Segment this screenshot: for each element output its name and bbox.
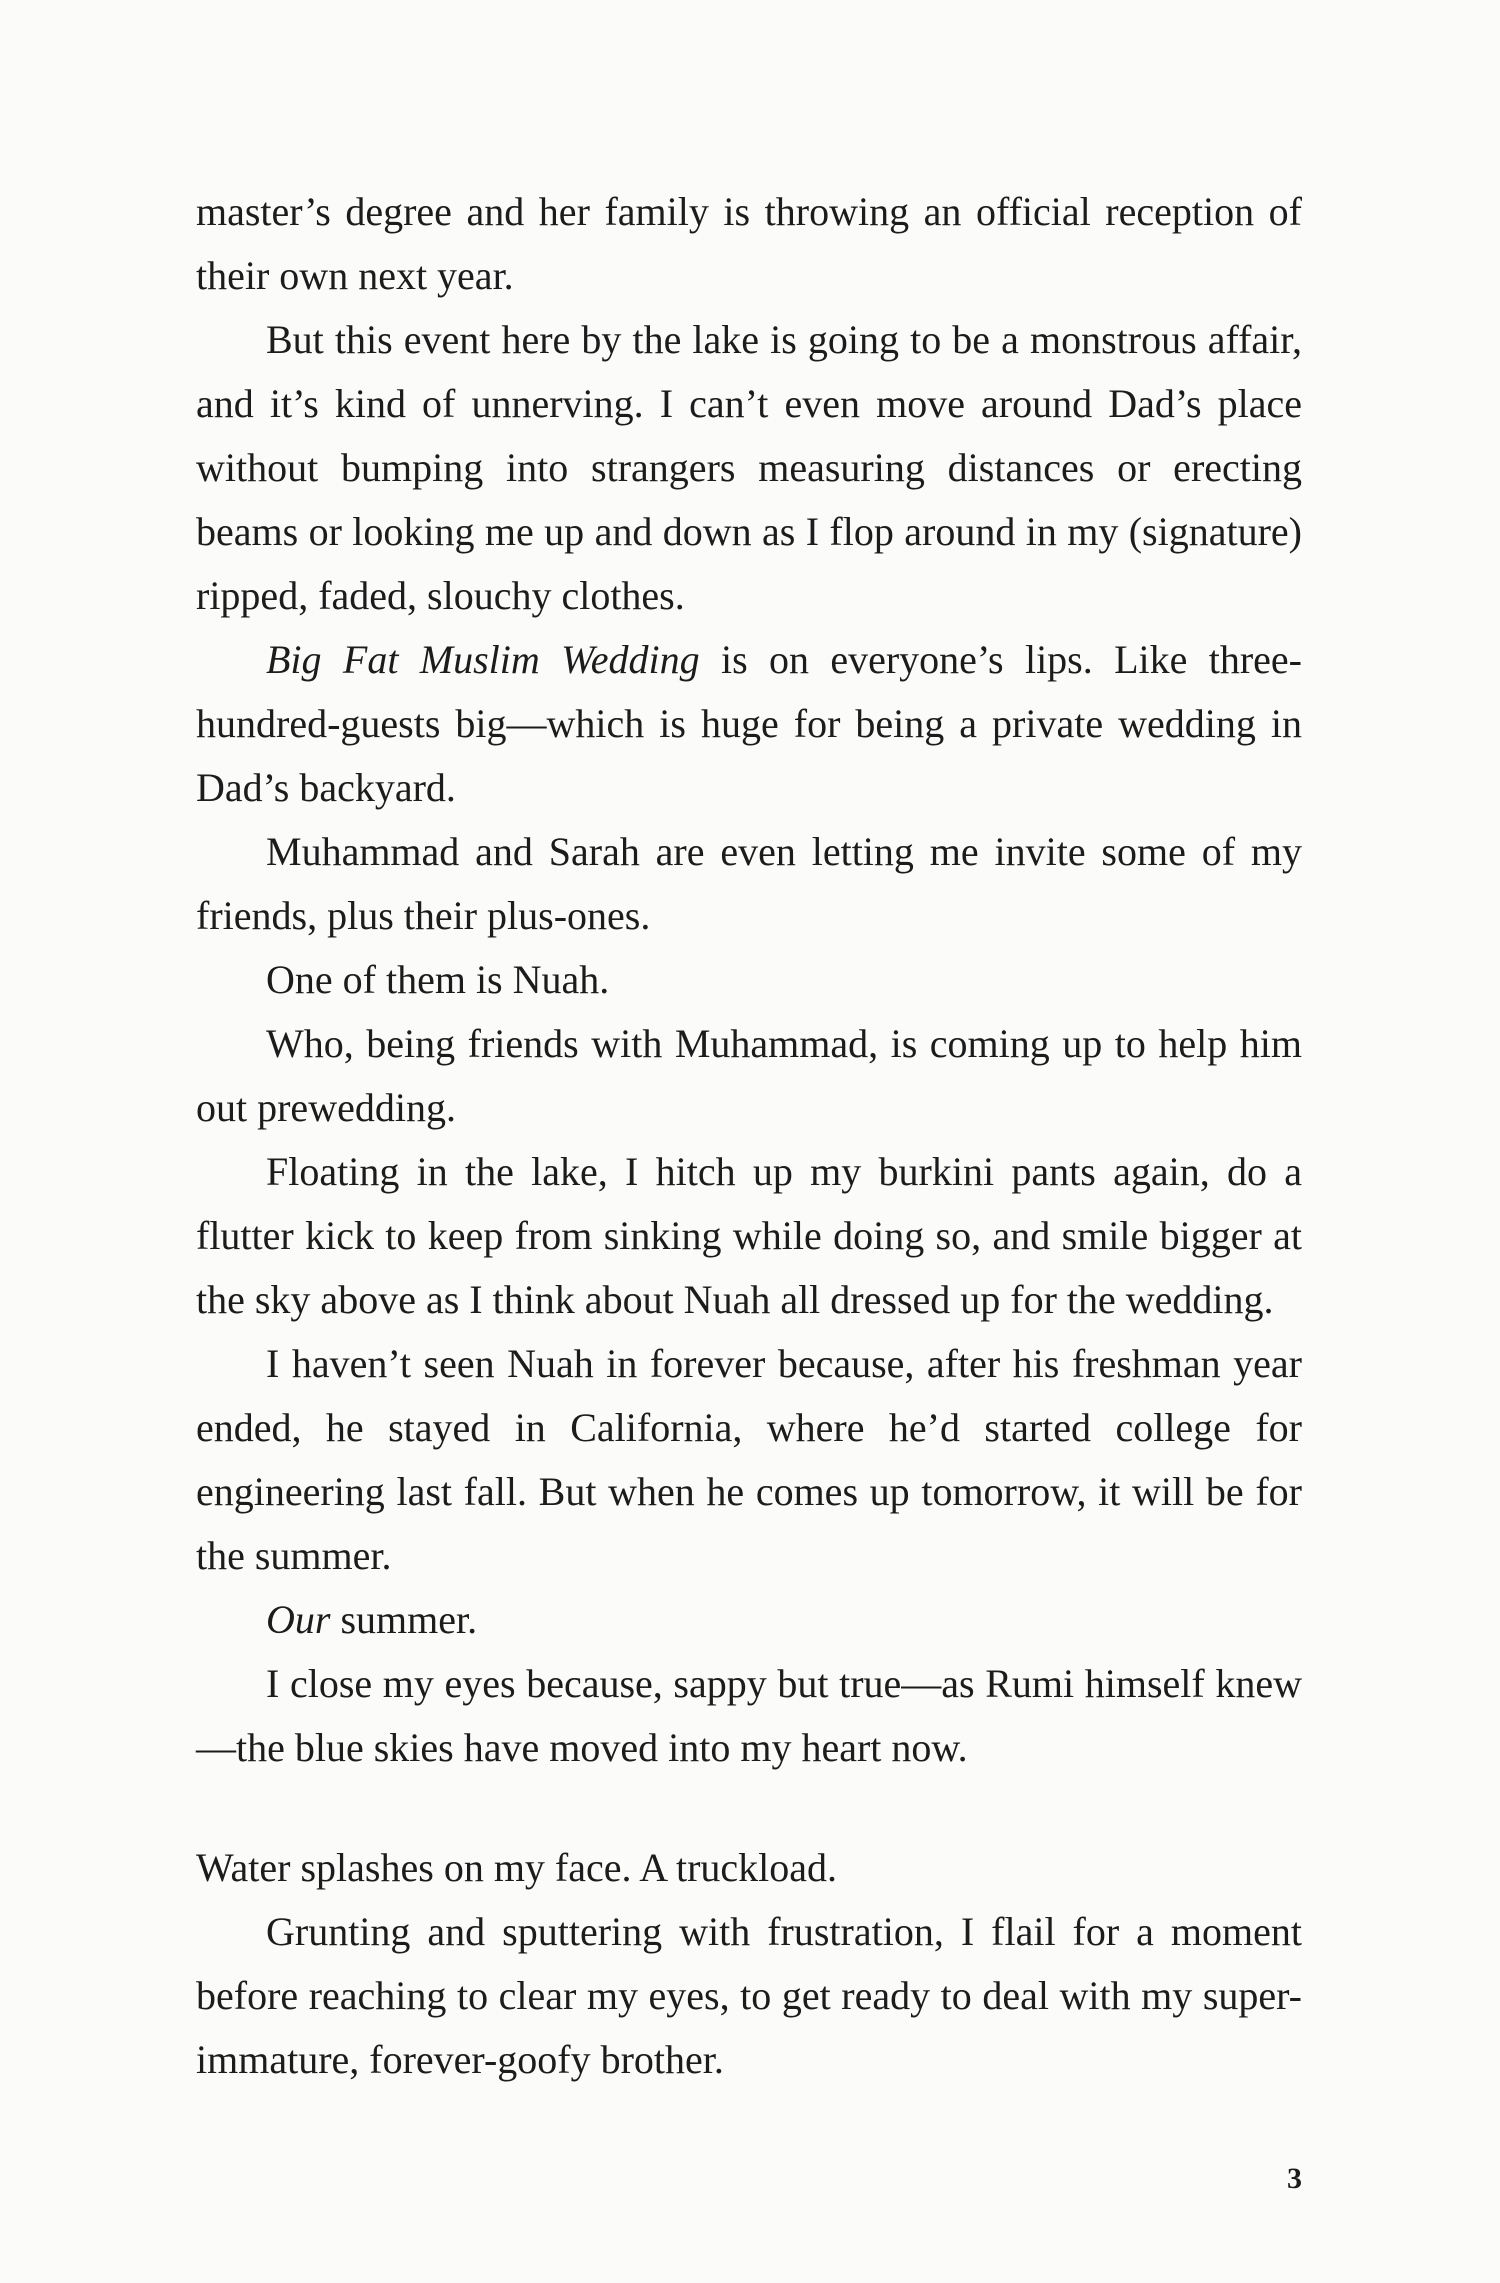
paragraph: Floating in the lake, I hitch up my burkini pants again, do a flutter kick to keep from sinking while doing so, and smile bigger at the sky above as I think about Nuah all dressed up for the wedding. [196,1149,1302,1322]
paragraph: I close my eyes because, sappy but true—as Rumi himself knew—the blue skies have moved into my heart now. [196,1661,1302,1770]
paragraph: Muhammad and Sarah are even letting me invite some of my friends, plus their plus-ones. [196,829,1302,938]
text-section-1 [196,180,1302,1780]
paragraph: master’s degree and her family is throwing an official reception of their own next year. [196,189,1302,298]
paragraph: Grunting and sputtering with frustration, I flail for a moment before reaching to clear my eyes, to get ready to deal with my super-immature, forever-goofy brother. [196,1909,1302,2082]
paragraph: But this event here by the lake is going to be a monstrous affair, and it’s kind of unnerving. I can’t even move around Dad’s place without bumping into strangers measuring distances or erecting beams or looking me up and down as I flop around in my (signature) ripped, faded, slouchy clothes. [196,317,1302,618]
paragraph-text: is on everyone’s lips. Like three-hundred-guests big—which is huge for being a private wedding in Dad’s backyard. [196,637,1302,810]
paragraph: Water splashes on my face. A truckload. [196,1845,838,1890]
page-number: 3 [1287,2162,1302,2195]
paragraph: Who, being friends with Muhammad, is coming up to help him out prewedding. [196,1021,1302,1130]
paragraph: One of them is Nuah. [266,957,610,1002]
paragraph: I haven’t seen Nuah in forever because, after his freshman year ended, he stayed in California, where he’d started college for engineering last fall. But when he comes up tomorrow, it will be for the summer. [196,1341,1302,1578]
paragraph [196,628,1302,820]
paragraph [196,1588,1302,1652]
italic-word: Our [266,1597,331,1642]
italic-title: Big Fat Muslim Wedding [266,637,700,682]
text-section-2 [196,1836,1302,2092]
paragraph-text: summer. [330,1597,478,1642]
